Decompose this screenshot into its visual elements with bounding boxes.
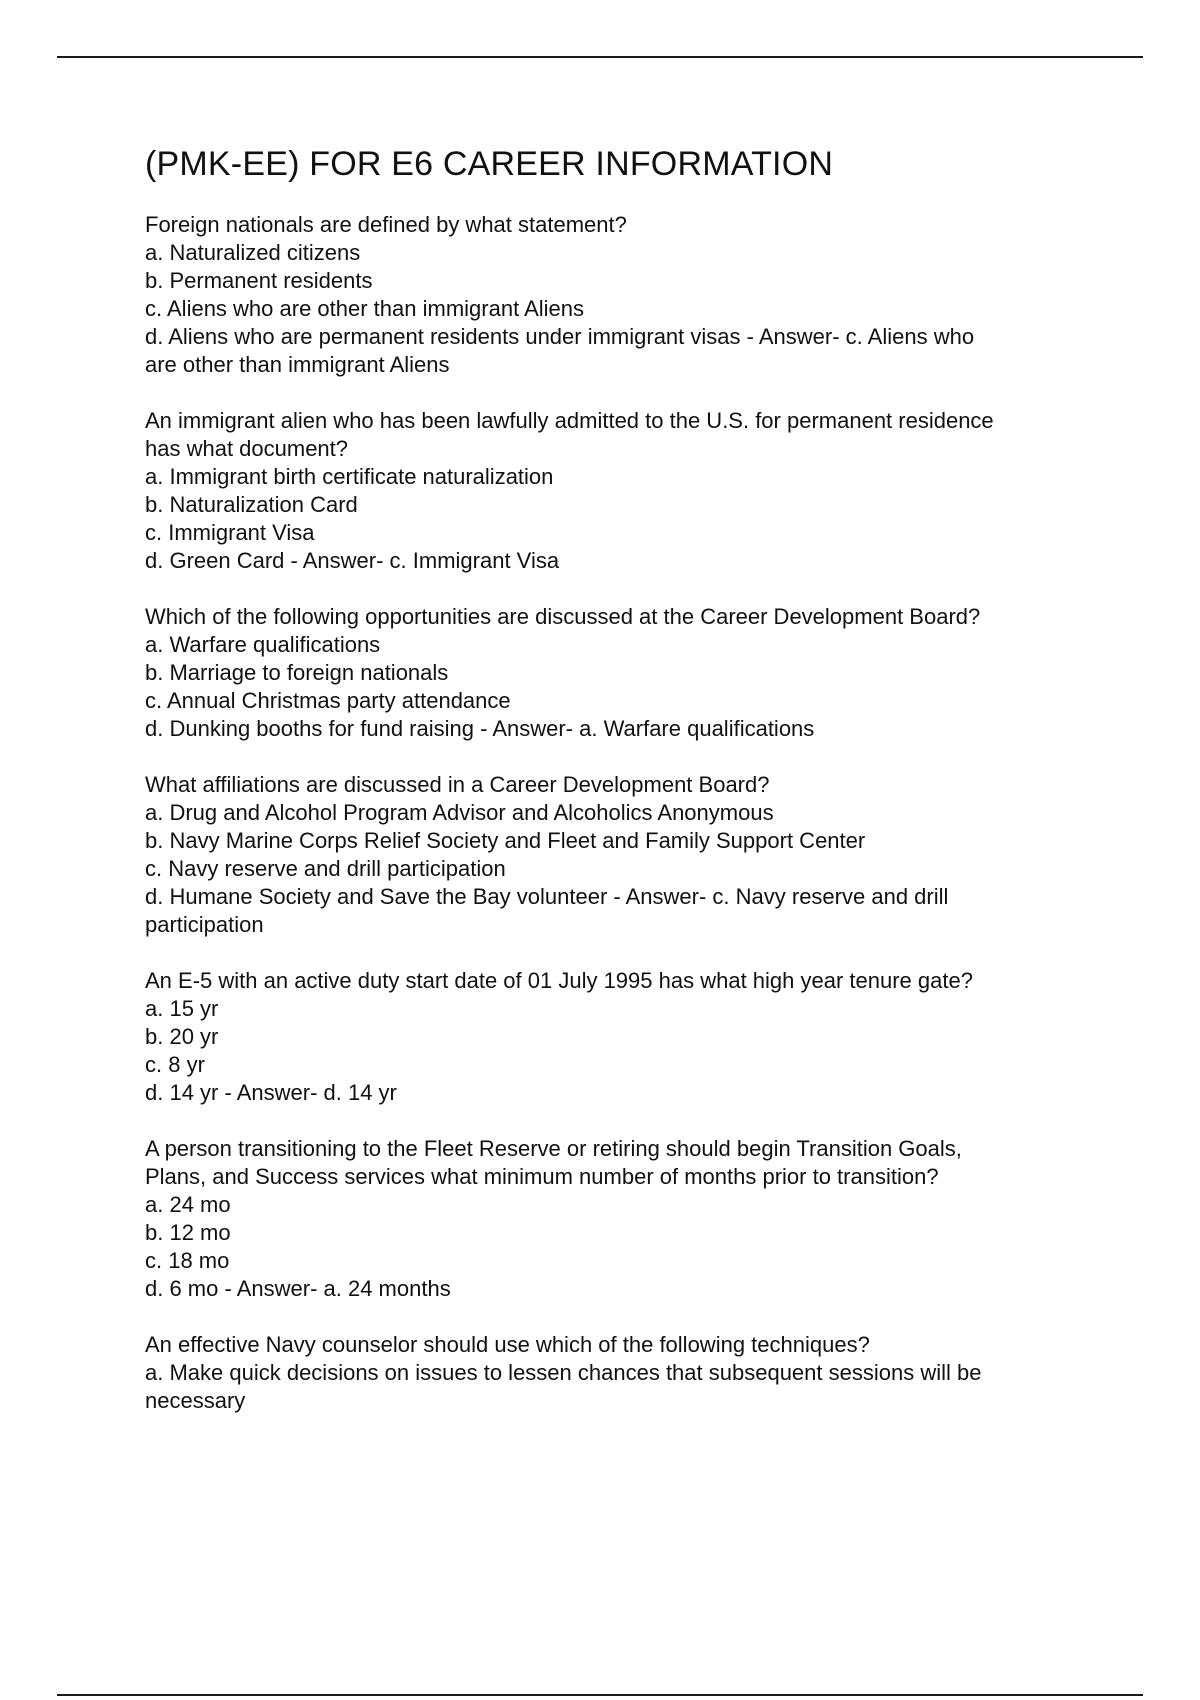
- top-rule: [57, 56, 1143, 58]
- question-2-option-a: a. Immigrant birth certificate naturalization: [145, 464, 554, 489]
- question-4-answer-continued: participation: [145, 912, 264, 937]
- document-title: (PMK-EE) FOR E6 CAREER INFORMATION: [145, 145, 834, 183]
- question-block-3: [145, 603, 1085, 743]
- question-2-option-c: c. Immigrant Visa: [145, 520, 315, 545]
- question-5-option-b: b. 20 yr: [145, 1024, 219, 1049]
- question-1-option-d-answer: d. Aliens who are permanent residents under immigrant visas - Answer- c. Aliens who: [145, 324, 975, 349]
- question-6-option-b: b. 12 mo: [145, 1220, 231, 1245]
- question-4-option-b: b. Navy Marine Corps Relief Society and Fleet and Family Support Center: [145, 828, 866, 853]
- question-block-1: [145, 211, 1085, 379]
- question-5-option-c: c. 8 yr: [145, 1052, 205, 1077]
- question-4-option-a: a. Drug and Alcohol Program Advisor and Alcoholics Anonymous: [145, 800, 774, 825]
- question-2-stem-continued: has what document?: [145, 436, 349, 461]
- question-2-option-b: b. Naturalization Card: [145, 492, 358, 517]
- question-block-2: [145, 407, 1085, 575]
- question-6-option-c: c. 18 mo: [145, 1248, 230, 1273]
- question-2-stem: An immigrant alien who has been lawfully admitted to the U.S. for permanent residence: [145, 408, 994, 433]
- question-1-option-a: a. Naturalized citizens: [145, 240, 361, 265]
- question-6-stem-continued: Plans, and Success services what minimum number of months prior to transition?: [145, 1164, 939, 1189]
- question-6-stem: A person transitioning to the Fleet Reserve or retiring should begin Transition Goals,: [145, 1136, 962, 1161]
- question-6-option-d-answer: d. 6 mo - Answer- a. 24 months: [145, 1276, 451, 1301]
- question-1-stem: Foreign nationals are defined by what statement?: [145, 212, 627, 237]
- question-block-6: [145, 1135, 1085, 1303]
- document-body: [145, 142, 1085, 1443]
- question-4-option-d-answer: d. Humane Society and Save the Bay volunteer - Answer- c. Navy reserve and drill: [145, 884, 949, 909]
- question-6-option-a: a. 24 mo: [145, 1192, 231, 1217]
- question-1-answer-continued: are other than immigrant Aliens: [145, 352, 450, 377]
- question-3-option-d-answer: d. Dunking booths for fund raising - Answer- a. Warfare qualifications: [145, 716, 815, 741]
- question-7-stem: An effective Navy counselor should use which of the following techniques?: [145, 1332, 870, 1357]
- bottom-rule: [57, 1694, 1143, 1696]
- question-3-stem: Which of the following opportunities are discussed at the Career Development Board?: [145, 604, 981, 629]
- question-2-option-d-answer: d. Green Card - Answer- c. Immigrant Visa: [145, 548, 560, 573]
- question-4-option-c: c. Navy reserve and drill participation: [145, 856, 506, 881]
- question-5-stem: An E-5 with an active duty start date of 01 July 1995 has what high year tenure gate?: [145, 968, 973, 993]
- question-4-stem: What affiliations are discussed in a Career Development Board?: [145, 772, 770, 797]
- question-block-7: [145, 1331, 1085, 1415]
- question-5-option-a: a. 15 yr: [145, 996, 219, 1021]
- question-3-option-c: c. Annual Christmas party attendance: [145, 688, 511, 713]
- question-5-option-d-answer: d. 14 yr - Answer- d. 14 yr: [145, 1080, 397, 1105]
- question-1-option-c: c. Aliens who are other than immigrant Aliens: [145, 296, 585, 321]
- question-7-option-a-continued: necessary: [145, 1388, 246, 1413]
- question-7-option-a: a. Make quick decisions on issues to lessen chances that subsequent sessions will be: [145, 1360, 982, 1385]
- question-block-5: [145, 967, 1085, 1107]
- question-block-4: [145, 771, 1085, 939]
- question-3-option-a: a. Warfare qualifications: [145, 632, 381, 657]
- question-1-option-b: b. Permanent residents: [145, 268, 373, 293]
- question-3-option-b: b. Marriage to foreign nationals: [145, 660, 449, 685]
